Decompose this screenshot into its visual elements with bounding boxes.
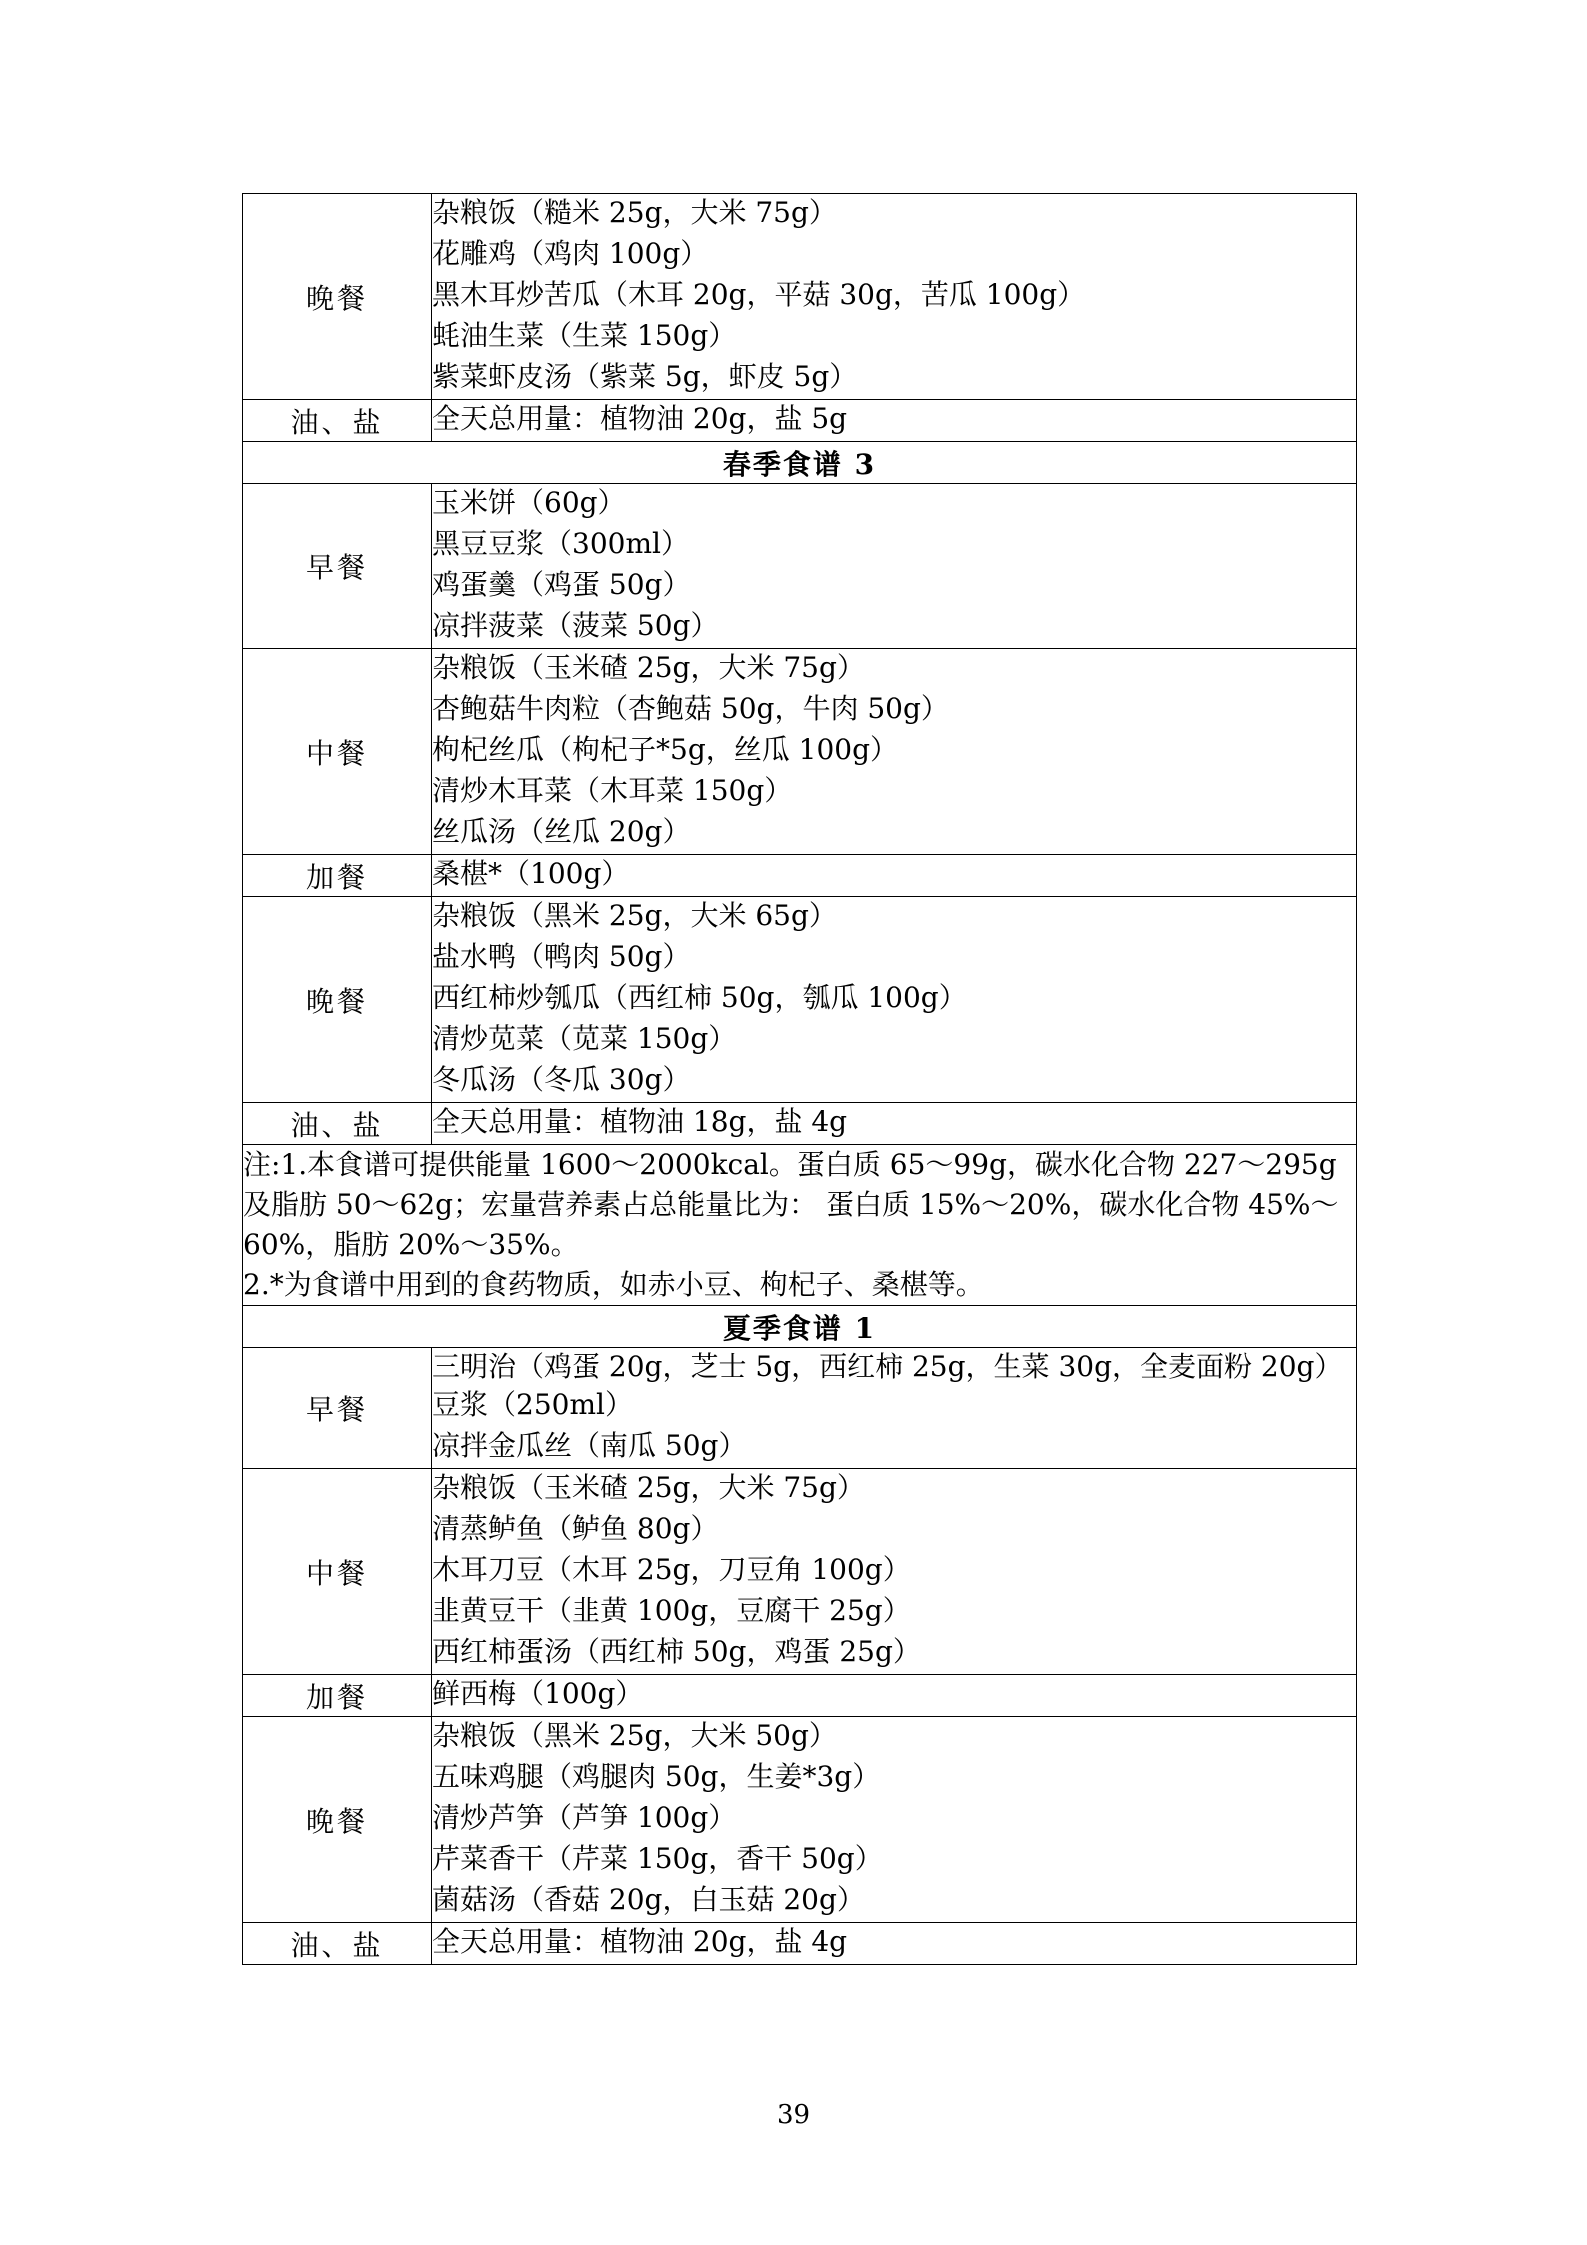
meal-items <box>432 897 1357 1103</box>
dish-line: 冬瓜汤（冬瓜 30g） <box>432 1063 691 1096</box>
dish-line: 丝瓜汤（丝瓜 20g） <box>432 815 691 848</box>
dish-line: 全天总用量：植物油 20g，盐 5g <box>432 402 848 435</box>
meal-items <box>432 1923 1357 1965</box>
menu-table <box>242 193 1357 1965</box>
dish-line: 花雕鸡（鸡肉 100g） <box>432 237 709 270</box>
dish-line: 桑椹*（100g） <box>432 857 630 890</box>
table-row <box>243 1675 1357 1717</box>
table-row <box>243 442 1357 484</box>
table-row <box>243 855 1357 897</box>
dish-line: 清炒芦笋（芦笋 100g） <box>432 1801 737 1834</box>
dish-line: 杂粮饭（黑米 25g，大米 50g） <box>432 1719 837 1752</box>
note-line: 2.*为食谱中用到的食药物质，如赤小豆、枸杞子、桑椹等。 <box>243 1268 984 1301</box>
meal-items <box>432 855 1357 897</box>
table-row <box>243 400 1357 442</box>
dish-line: 全天总用量：植物油 18g，盐 4g <box>432 1105 848 1138</box>
meal-label: 中餐 <box>243 1469 432 1675</box>
dish-line: 西红柿蛋汤（西红柿 50g，鸡蛋 25g） <box>432 1635 921 1668</box>
meal-items <box>432 1103 1357 1145</box>
dish-line: 蚝油生菜（生菜 150g） <box>432 319 737 352</box>
meal-label: 中餐 <box>243 649 432 855</box>
meal-label: 油、盐 <box>243 1923 432 1965</box>
table-row <box>243 1348 1357 1469</box>
dish-line: 清炒木耳菜（木耳菜 150g） <box>432 774 793 807</box>
dish-line: 黑木耳炒苦瓜（木耳 20g，平菇 30g，苦瓜 100g） <box>432 278 1086 311</box>
dish-line: 杏鲍菇牛肉粒（杏鲍菇 50g，牛肉 50g） <box>432 692 949 725</box>
table-row <box>243 1306 1357 1348</box>
dish-line: 黑豆豆浆（300ml） <box>432 527 689 560</box>
table-row <box>243 194 1357 400</box>
dish-line: 紫菜虾皮汤（紫菜 5g，虾皮 5g） <box>432 360 858 393</box>
dish-line: 豆浆（250ml） <box>432 1388 633 1421</box>
meal-items <box>432 1675 1357 1717</box>
meal-items <box>432 1469 1357 1675</box>
meal-items <box>432 484 1357 649</box>
dish-line: 杂粮饭（玉米碴 25g，大米 75g） <box>432 1471 865 1504</box>
dish-line: 菌菇汤（香菇 20g，白玉菇 20g） <box>432 1883 865 1916</box>
meal-label: 晚餐 <box>243 1717 432 1923</box>
dish-line: 韭黄豆干（韭黄 100g，豆腐干 25g） <box>432 1594 911 1627</box>
dish-line: 杂粮饭（糙米 25g，大米 75g） <box>432 196 837 229</box>
dish-line: 杂粮饭（黑米 25g，大米 65g） <box>432 899 837 932</box>
dish-line: 玉米饼（60g） <box>432 486 626 519</box>
table-row <box>243 897 1357 1103</box>
dish-line: 凉拌金瓜丝（南瓜 50g） <box>432 1429 747 1462</box>
meal-label: 油、盐 <box>243 400 432 442</box>
dish-line: 清蒸鲈鱼（鲈鱼 80g） <box>432 1512 719 1545</box>
page-number: 39 <box>776 2100 811 2130</box>
section-title: 春季食谱 3 <box>243 442 1357 484</box>
dish-line: 杂粮饭（玉米碴 25g，大米 75g） <box>432 651 865 684</box>
section-title: 夏季食谱 1 <box>243 1306 1357 1348</box>
dish-line: 鸡蛋羹（鸡蛋 50g） <box>432 568 691 601</box>
dish-line: 五味鸡腿（鸡腿肉 50g，生姜*3g） <box>432 1760 881 1793</box>
meal-items <box>432 194 1357 400</box>
recipe-note <box>243 1145 1357 1306</box>
meal-label: 加餐 <box>243 855 432 897</box>
dish-line: 三明治（鸡蛋 20g，芝士 5g，西红柿 25g，生菜 30g，全麦面粉 20g） <box>432 1350 1343 1383</box>
meal-label: 早餐 <box>243 484 432 649</box>
meal-label: 晚餐 <box>243 194 432 400</box>
dish-line: 木耳刀豆（木耳 25g，刀豆角 100g） <box>432 1553 911 1586</box>
dish-line: 鲜西梅（100g） <box>432 1677 644 1710</box>
table-row <box>243 1717 1357 1923</box>
table-row <box>243 1923 1357 1965</box>
table-row <box>243 1469 1357 1675</box>
table-row <box>243 1103 1357 1145</box>
meal-items <box>432 1717 1357 1923</box>
meal-items <box>432 1348 1357 1469</box>
table-row <box>243 1145 1357 1306</box>
table-row <box>243 649 1357 855</box>
meal-label: 油、盐 <box>243 1103 432 1145</box>
meal-items <box>432 400 1357 442</box>
meal-items <box>432 649 1357 855</box>
table-row <box>243 484 1357 649</box>
dish-line: 芹菜香干（芹菜 150g，香干 50g） <box>432 1842 883 1875</box>
dish-line: 西红柿炒瓠瓜（西红柿 50g，瓠瓜 100g） <box>432 981 967 1014</box>
dish-line: 盐水鸭（鸭肉 50g） <box>432 940 691 973</box>
note-line: 注:1.本食谱可提供能量 1600～2000kcal。蛋白质 65～99g，碳水化合物 227～295g 及脂肪 50～62g；宏量营养素占总能量比为： 蛋白质 15%～20%，碳水化合物 45%～60%，脂肪 20%～35%。 <box>243 1148 1339 1261</box>
dish-line: 全天总用量：植物油 20g，盐 4g <box>432 1925 848 1958</box>
dish-line: 凉拌菠菜（菠菜 50g） <box>432 609 719 642</box>
dish-line: 清炒苋菜（苋菜 150g） <box>432 1022 737 1055</box>
dish-line: 枸杞丝瓜（枸杞子*5g，丝瓜 100g） <box>432 733 899 766</box>
meal-label: 晚餐 <box>243 897 432 1103</box>
meal-label: 早餐 <box>243 1348 432 1469</box>
meal-label: 加餐 <box>243 1675 432 1717</box>
